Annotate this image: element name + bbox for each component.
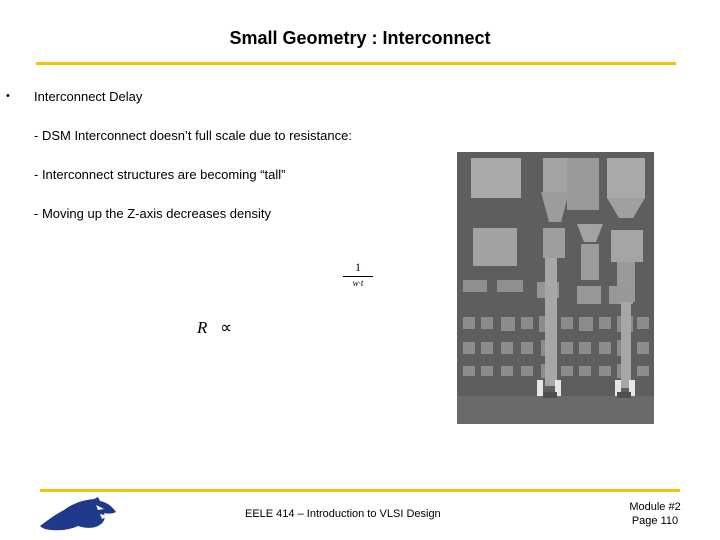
bullet-marker: • <box>6 90 10 102</box>
module-number: Module #2 <box>629 501 681 513</box>
fraction-bar <box>343 276 373 277</box>
interconnect-cross-section-image <box>457 152 654 424</box>
proportional-symbol: ∝ <box>220 318 233 337</box>
equation-fraction <box>343 260 373 288</box>
sub-point-2: - Interconnect structures are becoming “tall” <box>34 167 286 182</box>
module-page-label <box>600 500 710 528</box>
slide-title: Small Geometry : Interconnect <box>229 28 491 48</box>
fraction-denominator: w·t <box>352 278 364 288</box>
title-divider <box>36 62 676 65</box>
sub-point-3: - Moving up the Z-axis decreases density <box>34 206 271 221</box>
page-number: Page 110 <box>631 515 679 527</box>
sub-point-1: - DSM Interconnect doesn’t full scale due to resistance: <box>34 128 352 143</box>
bullet-heading: Interconnect Delay <box>34 89 143 104</box>
fraction-numerator: 1 <box>355 260 361 274</box>
course-title: EELE 414 – Introduction to VLSI Design <box>245 508 441 520</box>
equation-lhs: R <box>197 318 208 337</box>
bobcat-logo-icon <box>38 496 118 532</box>
footer-divider <box>40 489 680 492</box>
